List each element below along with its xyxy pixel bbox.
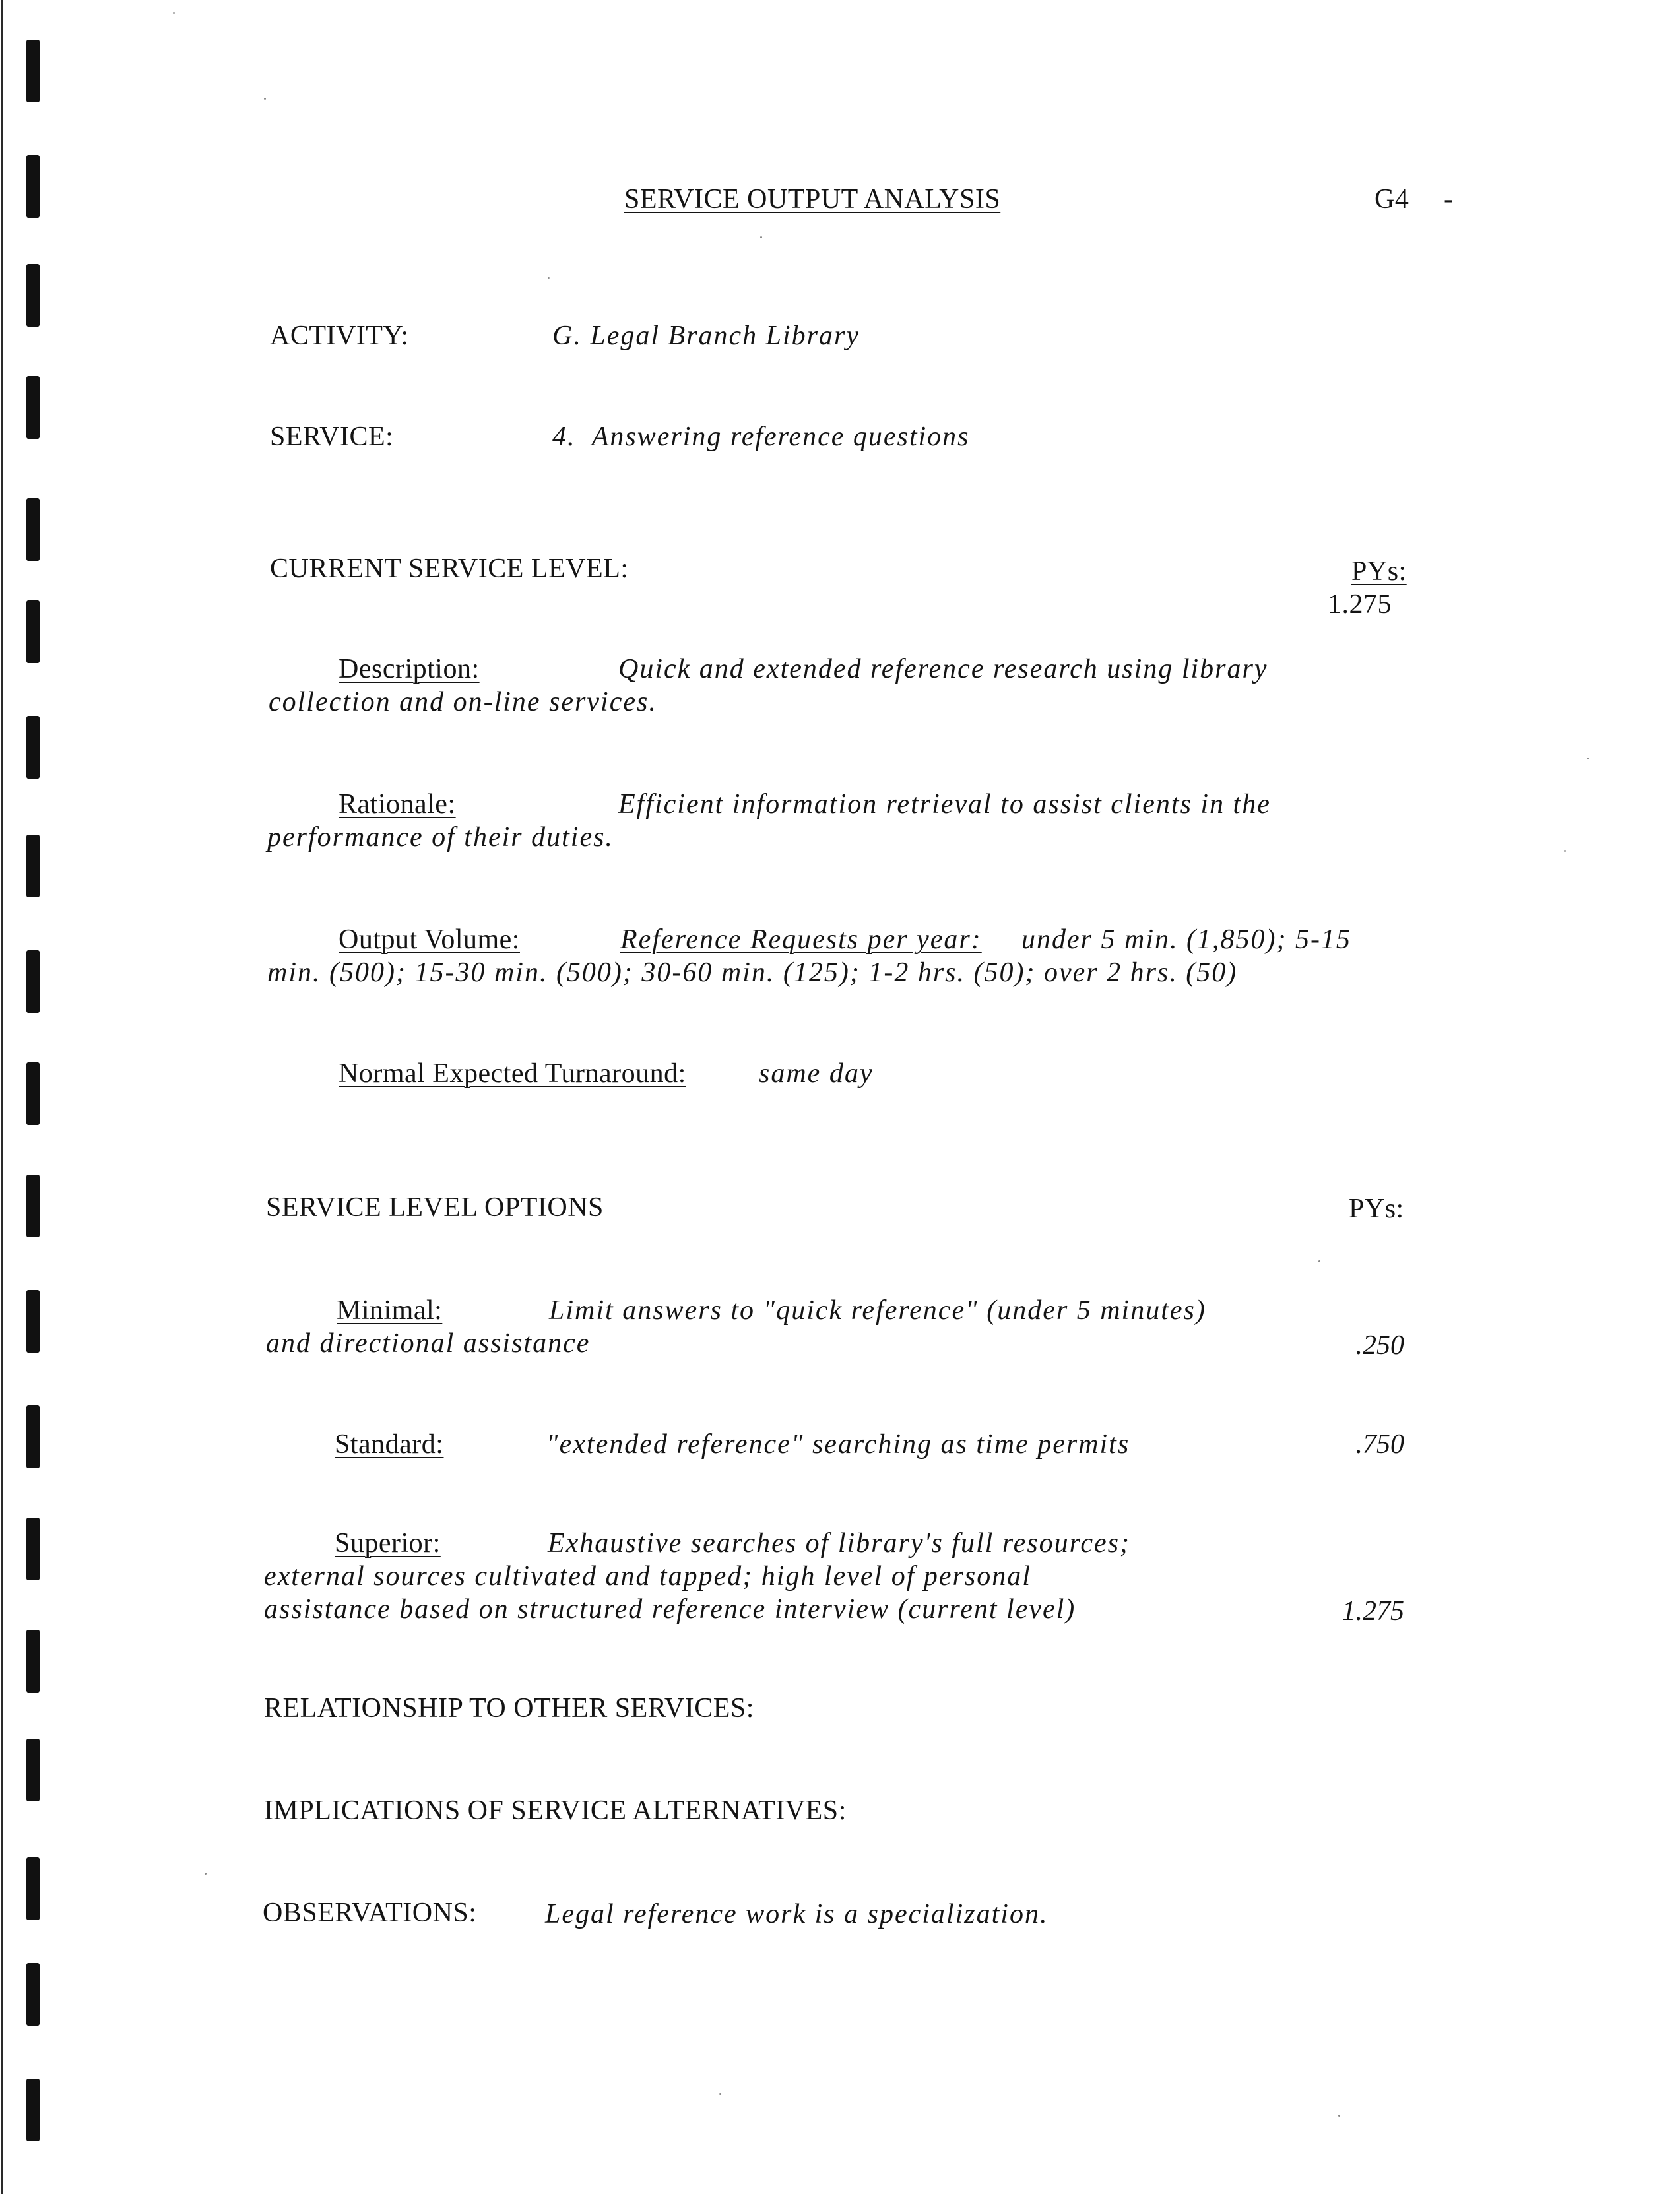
service-value: 4. Answering reference questions <box>552 422 970 452</box>
implications-heading: IMPLICATIONS OF SERVICE ALTERNATIVES: <box>264 1795 847 1826</box>
minimal-line-2: and directional assistance <box>266 1328 591 1359</box>
output-volume-line-2: min. (500); 15-30 min. (500); 30-60 min. (125); 1-2 hrs. (50); over 2 hrs. (50) <box>267 957 1238 988</box>
binder-hole <box>26 1857 40 1920</box>
scan-speck <box>1564 850 1566 852</box>
binder-hole <box>26 264 40 327</box>
turnaround-value: same day <box>759 1058 874 1089</box>
page-title: SERVICE OUTPUT ANALYSIS <box>624 184 1001 214</box>
description-label: Description: <box>339 654 480 684</box>
description-line-2: collection and on-line services. <box>269 687 657 717</box>
description-line-1: Quick and extended reference research using library <box>618 654 1268 684</box>
page-code: G4 <box>1374 184 1409 214</box>
binder-hole <box>26 835 40 897</box>
header-dash: - <box>1444 184 1454 214</box>
rationale-label: Rationale: <box>339 789 456 820</box>
minimal-label: Minimal: <box>337 1295 443 1326</box>
binder-hole-strip <box>0 0 53 2194</box>
binder-hole <box>26 600 40 663</box>
binder-hole <box>26 716 40 779</box>
scan-speck <box>205 1873 207 1875</box>
binder-hole <box>26 1630 40 1693</box>
scan-speck <box>264 98 266 100</box>
minimal-line-1: Limit answers to "quick reference" (under 5 minutes) <box>549 1295 1206 1326</box>
binder-hole <box>26 155 40 218</box>
current-pys-value: 1.275 <box>1328 589 1392 620</box>
scan-speck <box>173 12 175 14</box>
binder-hole <box>26 2079 40 2141</box>
binder-hole <box>26 1405 40 1468</box>
binder-hole <box>26 1062 40 1125</box>
binder-hole <box>26 1518 40 1580</box>
scan-speck <box>1318 1260 1320 1262</box>
options-pys-label: PYs: <box>1349 1194 1404 1224</box>
output-volume-label: Output Volume: <box>339 924 520 955</box>
superior-line-1: Exhaustive searches of library's full resources; <box>548 1528 1131 1559</box>
service-level-options-heading: SERVICE LEVEL OPTIONS <box>266 1192 604 1223</box>
standard-pys: .750 <box>1355 1429 1404 1460</box>
scan-speck <box>1587 758 1589 759</box>
observations-value: Legal reference work is a specialization. <box>545 1899 1049 1929</box>
service-label: SERVICE: <box>270 422 394 452</box>
standard-label: Standard: <box>335 1429 444 1460</box>
rationale-line-1: Efficient information retrieval to assist clients in the <box>618 789 1271 820</box>
activity-value: G. Legal Branch Library <box>552 321 860 351</box>
scan-speck <box>1338 2115 1340 2117</box>
page-left-edge <box>1 0 3 2194</box>
output-volume-sublabel: Reference Requests per year: <box>620 924 982 955</box>
scan-speck <box>548 277 550 279</box>
binder-hole <box>26 1963 40 2026</box>
standard-line-1: "extended reference" searching as time permits <box>546 1429 1130 1460</box>
superior-line-2: external sources cultivated and tapped; high level of personal <box>264 1561 1031 1592</box>
binder-hole <box>26 1175 40 1237</box>
superior-pys: 1.275 <box>1341 1596 1404 1627</box>
current-pys-label: PYs: <box>1351 556 1407 587</box>
minimal-pys: .250 <box>1355 1330 1404 1361</box>
output-volume-line-1: under 5 min. (1,850); 5-15 <box>1021 924 1351 955</box>
current-service-level-heading: CURRENT SERVICE LEVEL: <box>270 554 629 584</box>
binder-hole <box>26 950 40 1013</box>
superior-line-3: assistance based on structured reference interview (current level) <box>264 1594 1076 1625</box>
turnaround-label: Normal Expected Turnaround: <box>339 1058 686 1089</box>
binder-hole <box>26 40 40 102</box>
activity-label: ACTIVITY: <box>270 321 409 351</box>
observations-label: OBSERVATIONS: <box>263 1898 477 1928</box>
binder-hole <box>26 1290 40 1353</box>
binder-hole <box>26 376 40 439</box>
relationship-heading: RELATIONSHIP TO OTHER SERVICES: <box>264 1693 754 1724</box>
scan-speck <box>719 2093 721 2095</box>
binder-hole <box>26 498 40 561</box>
superior-label: Superior: <box>335 1528 441 1559</box>
binder-hole <box>26 1739 40 1801</box>
rationale-line-2: performance of their duties. <box>267 822 614 853</box>
scan-speck <box>760 236 762 238</box>
